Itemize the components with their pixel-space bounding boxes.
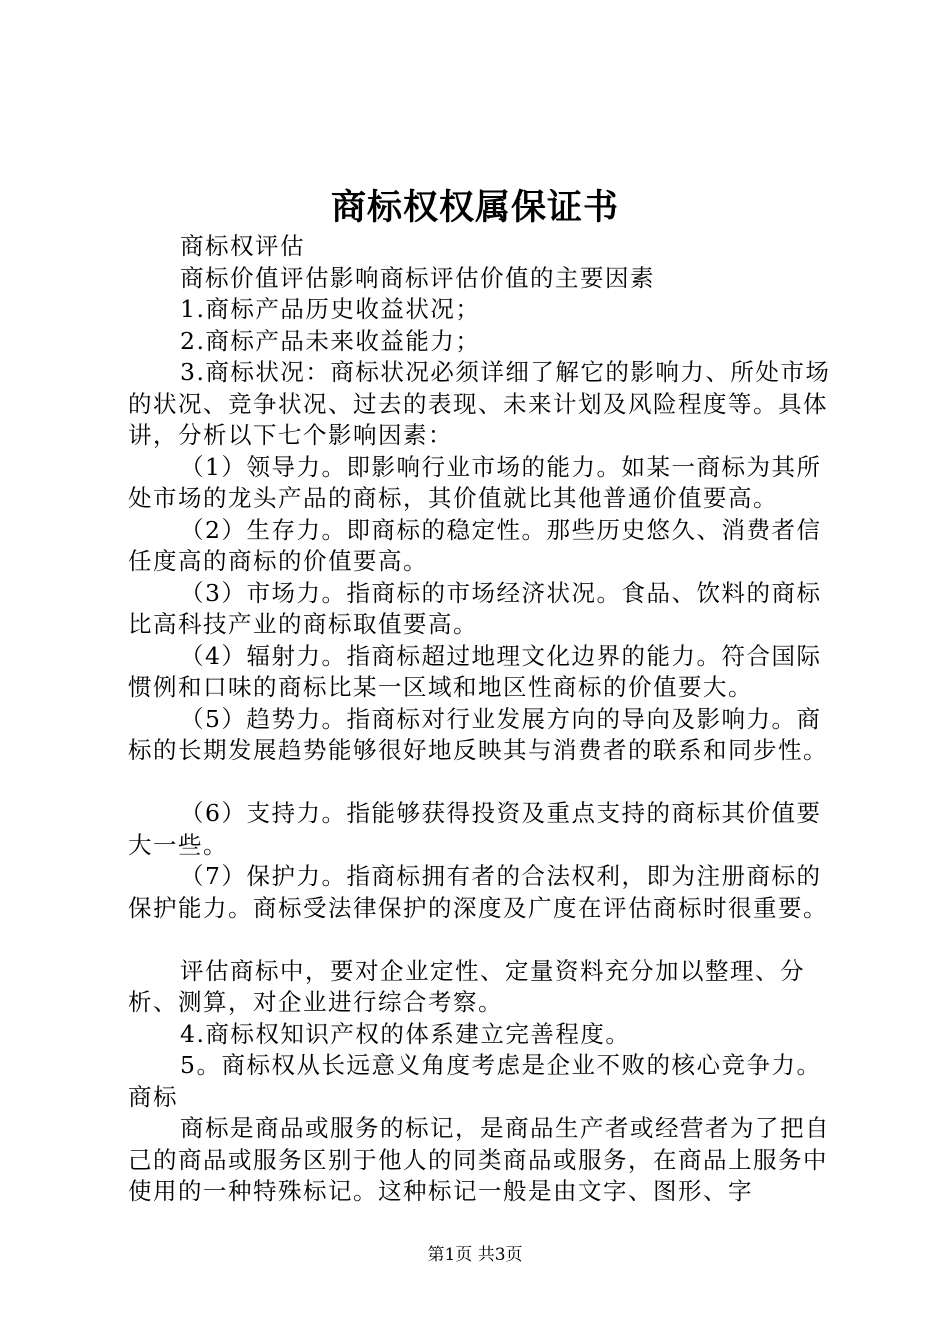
paragraph-item-4: 4.商标权知识产权的体系建立完善程度。 xyxy=(180,1019,631,1048)
paragraph-evaluation: 评估商标中，要对企业定性、定量资料充分加以整理、分析、测算，对企业进行综合考察。 xyxy=(128,956,805,1016)
paragraph-item-3: 3.商标状况：商标状况必须详细了解它的影响力、所处市场的状况、竞争状况、过去的表现、未来计划及风险程度等。具体讲，分析以下七个影响因素： xyxy=(128,358,831,449)
paragraph-heading-2: 商标价值评估影响商标评估价值的主要因素 xyxy=(180,263,655,292)
paragraph-trademark-definition: 商标是商品或服务的标记，是商品生产者或经营者为了把自己的商品或服务区别于他人的同类商品或服务，在商品上服务中使用的一种特殊标记。这种标记一般是由文字、图形、字 xyxy=(128,1114,830,1205)
document-body xyxy=(128,231,836,1208)
paragraph-factor-1: （1）领导力。即影响行业市场的能力。如某一商标为其所处市场的龙头产品的商标，其价值就比其他普通价值要高。 xyxy=(128,452,822,512)
paragraph-factor-2: （2）生存力。即商标的稳定性。那些历史悠久、消费者信任度高的商标的价值要高。 xyxy=(128,515,822,575)
paragraph-item-5: 5。商标权从长远意义角度考虑是企业不败的核心竞争力。 xyxy=(180,1051,822,1079)
paragraph-item-1: 1.商标产品历史收益状况； xyxy=(180,295,481,323)
paragraph-section-heading: 商标 xyxy=(128,1082,178,1111)
paragraph-factor-3: （3）市场力。指商标的市场经济状况。食品、饮料的商标比高科技产业的商标取值要高。 xyxy=(128,578,822,638)
blank-line xyxy=(128,924,836,956)
paragraph-item-2: 2.商标产品未来收益能力； xyxy=(180,326,481,355)
blank-line xyxy=(128,767,836,799)
paragraph-factor-7: （7）保护力。指商标拥有者的合法权利，即为注册商标的保护能力。商标受法律保护的深度及广度在评估商标时很重要。 xyxy=(128,862,828,922)
document-title: 商标权权属保证书 xyxy=(330,187,619,228)
paragraph-factor-4: （4）辐射力。指商标超过地理文化边界的能力。符合国际惯例和口味的商标比某一区域和地区性商标的价值要大。 xyxy=(128,641,822,701)
paragraph-factor-6: （6）支持力。指能够获得投资及重点支持的商标其价值要大一些。 xyxy=(128,799,822,859)
paragraph-factor-5: （5）趋势力。指商标对行业发展方向的导向及影响力。商标的长期发展趋势能够很好地反映其与消费者的联系和同步性。 xyxy=(128,704,828,764)
page-footer: 第1页 共3页 xyxy=(427,1245,523,1265)
paragraph-heading-1: 商标权评估 xyxy=(180,232,305,260)
